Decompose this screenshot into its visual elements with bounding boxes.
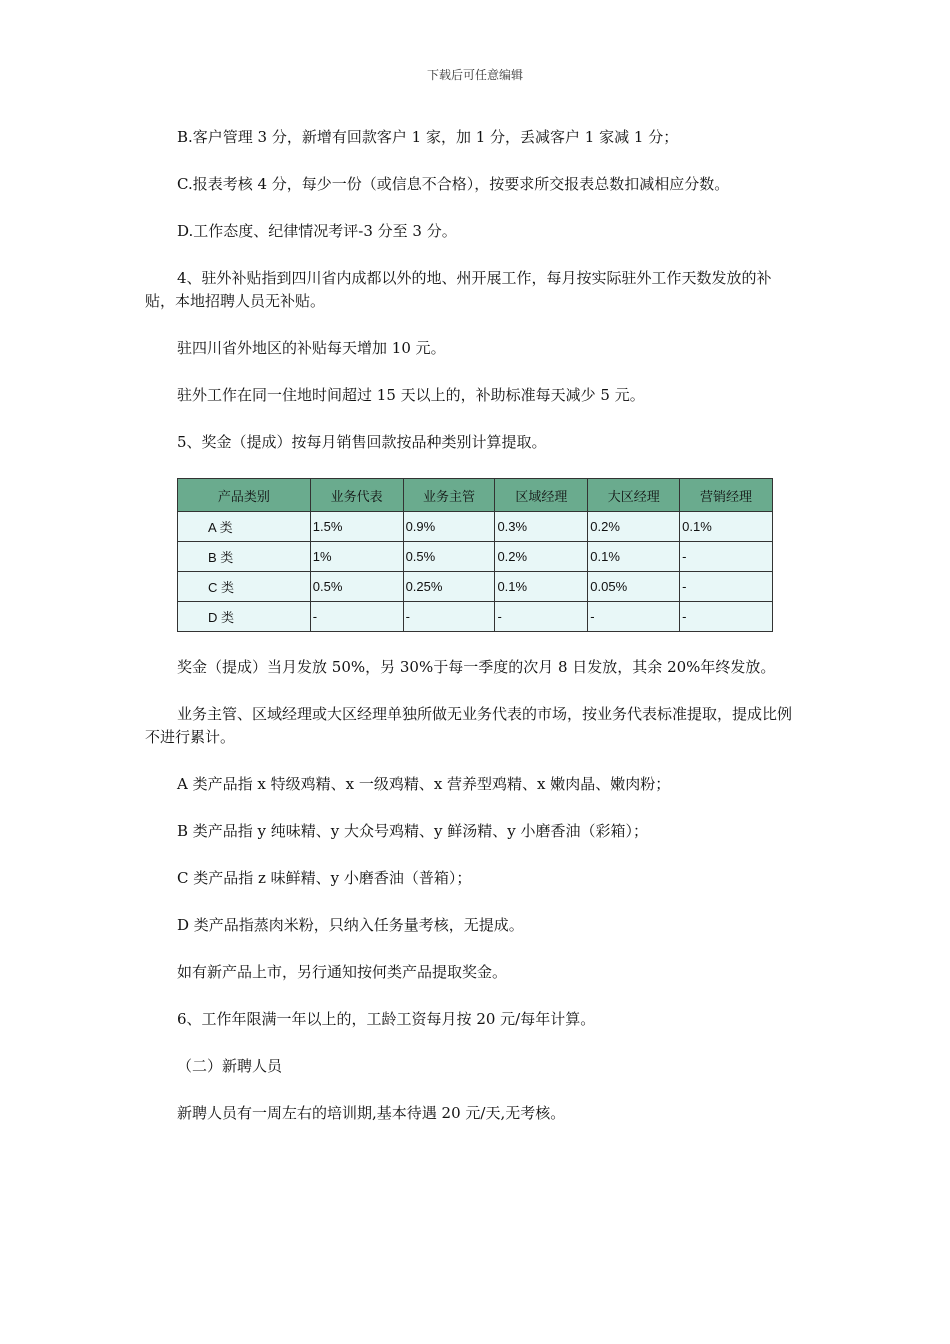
- table-header-cell: 业务代表: [310, 479, 403, 512]
- table-cell: 0.05%: [588, 572, 680, 602]
- bonus-rate-table: [177, 478, 773, 632]
- table-cell: 0.2%: [588, 512, 680, 542]
- paragraph-category-a: A 类产品指 x 特级鸡精、x 一级鸡精、x 营养型鸡精、x 嫩肉晶、嫩肉粉；: [177, 775, 671, 793]
- table-cell: 0.1%: [495, 572, 588, 602]
- table-row: [178, 542, 773, 572]
- section-heading-new-hires: （二）新聘人员: [177, 1057, 283, 1075]
- paragraph-manager-markets: 业务主管、区域经理或大区经理单独所做无业务代表的市场，按业务代表标准提取，提成比例不进行累计。: [145, 705, 793, 746]
- page-header: 下载后可任意编辑: [426, 68, 523, 82]
- table-header-cell: 区域经理: [495, 479, 588, 512]
- paragraph-category-d: D 类产品指蒸肉米粉，只纳入任务量考核，无提成。: [177, 916, 524, 934]
- table-cell: 0.1%: [680, 512, 773, 542]
- table-header-row: [178, 479, 773, 512]
- paragraph-category-b: B 类产品指 y 纯味精、y 大众号鸡精、y 鲜汤精、y 小磨香油（彩箱）；: [177, 822, 649, 840]
- table-cell: 0.1%: [588, 542, 680, 572]
- table-cell: 0.3%: [495, 512, 588, 542]
- table-cell: -: [310, 602, 403, 632]
- table-row: [178, 512, 773, 542]
- table-row: [178, 572, 773, 602]
- table-cell: -: [680, 542, 773, 572]
- table-header-cell: 业务主管: [403, 479, 495, 512]
- paragraph-new-hire-training: 新聘人员有一周左右的培训期,基本待遇 20 元/天,无考核。: [177, 1104, 566, 1122]
- table-cell: -: [680, 572, 773, 602]
- table-cell: 0.5%: [310, 572, 403, 602]
- paragraph-seniority-pay: 6、工作年限满一年以上的，工龄工资每月按 20 元/每年计算。: [177, 1010, 596, 1028]
- table-header-cell: 大区经理: [588, 479, 680, 512]
- table-cell: 1%: [310, 542, 403, 572]
- table-header-cell: 营销经理: [680, 479, 773, 512]
- table-cell: 1.5%: [310, 512, 403, 542]
- table-row: [178, 602, 773, 632]
- paragraph-field-allowance: 4、驻外补贴指到四川省内成都以外的地、州开展工作，每月按实际驻外工作天数发放的补贴，本地招聘人员无补贴。: [145, 269, 772, 310]
- table-cell: D 类: [178, 602, 311, 632]
- paragraph-report-assessment: C.报表考核 4 分，每少一份（或信息不合格），按要求所交报表总数扣减相应分数。: [177, 175, 730, 193]
- table-cell: -: [588, 602, 680, 632]
- paragraph-long-stay-reduction: 驻外工作在同一住地时间超过 15 天以上的，补助标准每天减少 5 元。: [177, 386, 645, 404]
- paragraph-customer-management: B.客户管理 3 分，新增有回款客户 1 家，加 1 分，丢减客户 1 家减 1 分；: [177, 128, 679, 146]
- table-cell: -: [403, 602, 495, 632]
- paragraph-bonus-payment: 奖金（提成）当月发放 50%，另 30%于每一季度的次月 8 日发放，其余 20%年终发放。: [177, 658, 776, 676]
- table-cell: 0.9%: [403, 512, 495, 542]
- paragraph-work-attitude: D.工作态度、纪律情况考评-3 分至 3 分。: [177, 222, 457, 240]
- table-cell: A 类: [178, 512, 311, 542]
- paragraph-bonus-intro: 5、奖金（提成）按每月销售回款按品种类别计算提取。: [177, 433, 547, 451]
- table-cell: 0.2%: [495, 542, 588, 572]
- paragraph-outside-province-allowance: 驻四川省外地区的补贴每天增加 10 元。: [177, 339, 446, 357]
- table-header-cell: 产品类别: [178, 479, 311, 512]
- paragraph-new-products: 如有新产品上市，另行通知按何类产品提取奖金。: [177, 963, 508, 981]
- table-cell: -: [495, 602, 588, 632]
- table-cell: 0.25%: [403, 572, 495, 602]
- document-body: [145, 126, 795, 1149]
- table-cell: -: [680, 602, 773, 632]
- table-cell: 0.5%: [403, 542, 495, 572]
- table-cell: C 类: [178, 572, 311, 602]
- table-cell: B 类: [178, 542, 311, 572]
- paragraph-category-c: C 类产品指 z 味鲜精、y 小磨香油（普箱）；: [177, 869, 472, 887]
